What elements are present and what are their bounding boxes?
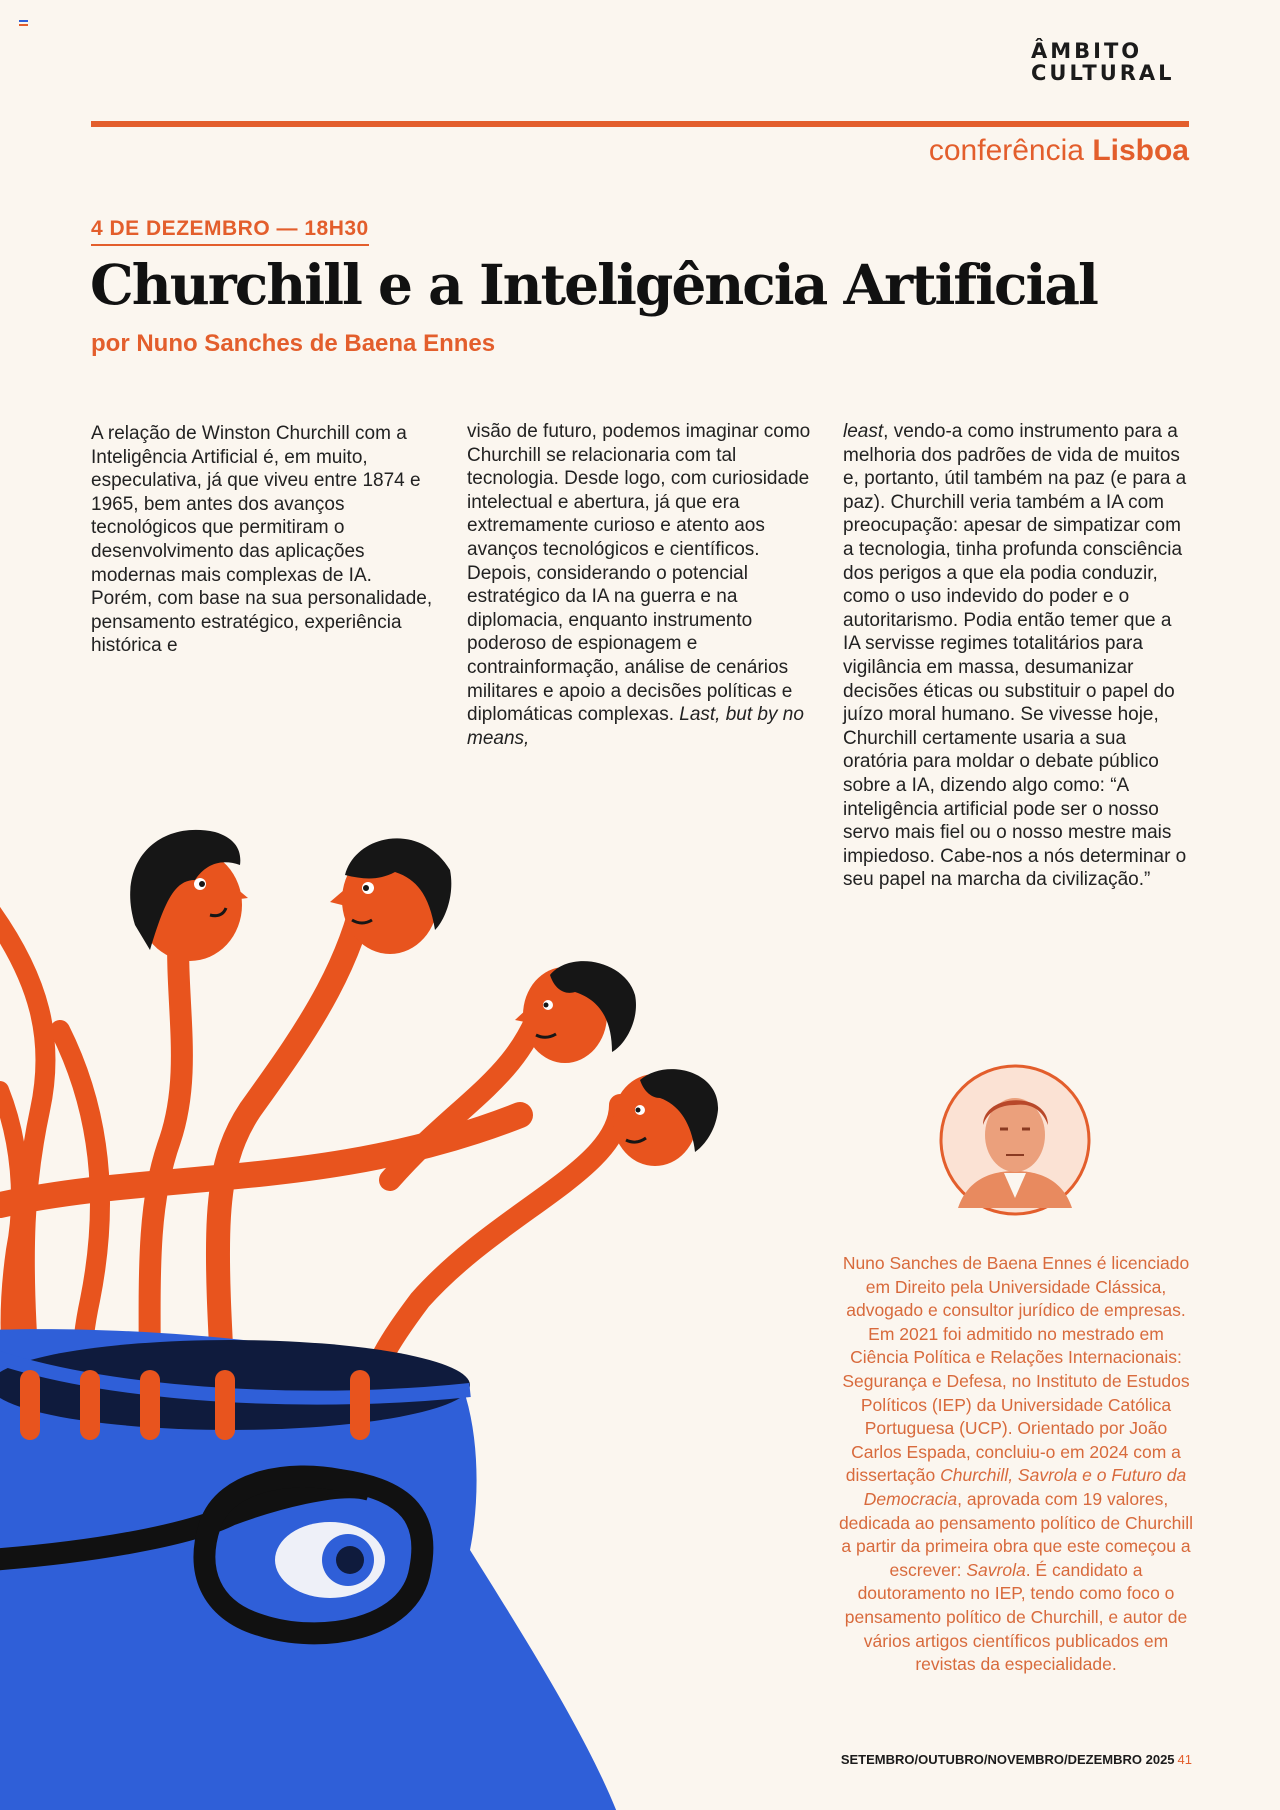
- head-4: [605, 1069, 718, 1166]
- brand-logo: [1031, 40, 1191, 84]
- author-bio: [838, 1252, 1194, 1677]
- event-date: 4 DE DEZEMBRO — 18H30: [91, 217, 369, 246]
- column-3-italic: least: [843, 421, 884, 442]
- header-rule: [91, 121, 1189, 127]
- section-label: conferência: [928, 134, 1084, 167]
- article-title: Churchill e a Inteligência Artificial: [90, 252, 1097, 317]
- illustration-heads-in-pot: [0, 780, 760, 1810]
- article-column-2: [467, 420, 817, 750]
- brand-line-2: CULTURAL: [1031, 61, 1175, 85]
- head-1: [130, 830, 248, 961]
- column-2-italic: Last, but by no means,: [467, 704, 804, 749]
- blue-pot: [0, 1329, 620, 1810]
- bio-text-3: . É candidato a doutoramento no IEP, tendo como foco o pensamento político de Churchill, e autor de vários artigos científicos publicados em revistas da especialidade.: [844, 1559, 1188, 1675]
- bio-text-2: , aprovada com 19 valores, dedicada ao pensamento político de Churchill a partir da primeira obra que este começou a escrever:: [838, 1488, 1194, 1580]
- bio-italic-1: Churchill, Savrola e o Futuro da Democracia: [863, 1465, 1187, 1509]
- column-1-text: A relação de Winston Churchill com a Inteligência Artificial é, em muito, especulativa, já que viveu entre 1874 e 1965, bem antes dos avanços tecnológicos que permitiram o desenvolvimento das aplicações modernas mais complexas de IA. Porém, com base na sua personalidade, pensamento estratégico, experiência histórica e: [91, 423, 433, 657]
- article-column-3: [843, 420, 1193, 892]
- article-column-1: [91, 422, 436, 658]
- bio-italic-2: Savrola: [966, 1559, 1026, 1580]
- corner-mark-icon: [19, 20, 28, 26]
- brand-line-1: ÂMBITO: [1031, 39, 1143, 63]
- page-footer: [841, 1752, 1192, 1767]
- column-3-text: , vendo-a como instrumento para a melhoria dos padrões de vida de muitos e, portanto, útil também na paz (e para a paz). Churchill veria também a IA com preocupação: apesar de simpatizar com a tecnologia, tinha profunda consciência dos perigos a que ela podia conduzir, como o uso indevido do poder e o autoritarismo. Podia então temer que a IA servisse regimes totalitários para vigilância em massa, desumanizar decisões éticas ou substituir o papel do juízo moral humano. Se vivesse hoje, Churchill certamente usaria a sua oratória para moldar o debate público sobre a IA, dizendo algo como: “A inteligência artificial pode ser o nosso servo mais fiel ou o nosso mestre mais impiedoso. Cabe-nos a nós determinar o seu papel na marcha da civilização.”: [843, 421, 1187, 891]
- page-number: 41: [1177, 1752, 1192, 1767]
- author-portrait: [938, 1063, 1092, 1217]
- article-byline: por Nuno Sanches de Baena Ennes: [91, 330, 496, 357]
- issue-label: SETEMBRO/OUTUBRO/NOVEMBRO/DEZEMBRO 2025: [840, 1752, 1175, 1767]
- section-heading: [929, 134, 1189, 168]
- section-city: Lisboa: [1092, 134, 1189, 167]
- column-2-text: visão de futuro, podemos imaginar como Churchill se relacionaria com tal tecnologia. Desde logo, com curiosidade intelectual e abertura, já que era extremamente curioso e atento aos avanços tecnológicos e científicos. Depois, considerando o potencial estratégico da IA na guerra e na diplomacia, enquanto instrumento poderoso de espionagem e contrainformação, análise de cenários militares e apoio a decisões políticas e diplomáticas complexas.: [467, 421, 811, 726]
- bio-text-1: Nuno Sanches de Baena Ennes é licenciado em Direito pela Universidade Clássica, advogado e consultor jurídico de empresas. Em 2021 foi admitido no mestrado em Ciência Política e Relações Internacionais: Segurança e Defesa, no Instituto de Estudos Políticos (IEP) da Universidade Católica Portuguesa (UCP). Orientado por João Carlos Espada, concluiu-o em 2024 com a dissertação: [842, 1253, 1190, 1486]
